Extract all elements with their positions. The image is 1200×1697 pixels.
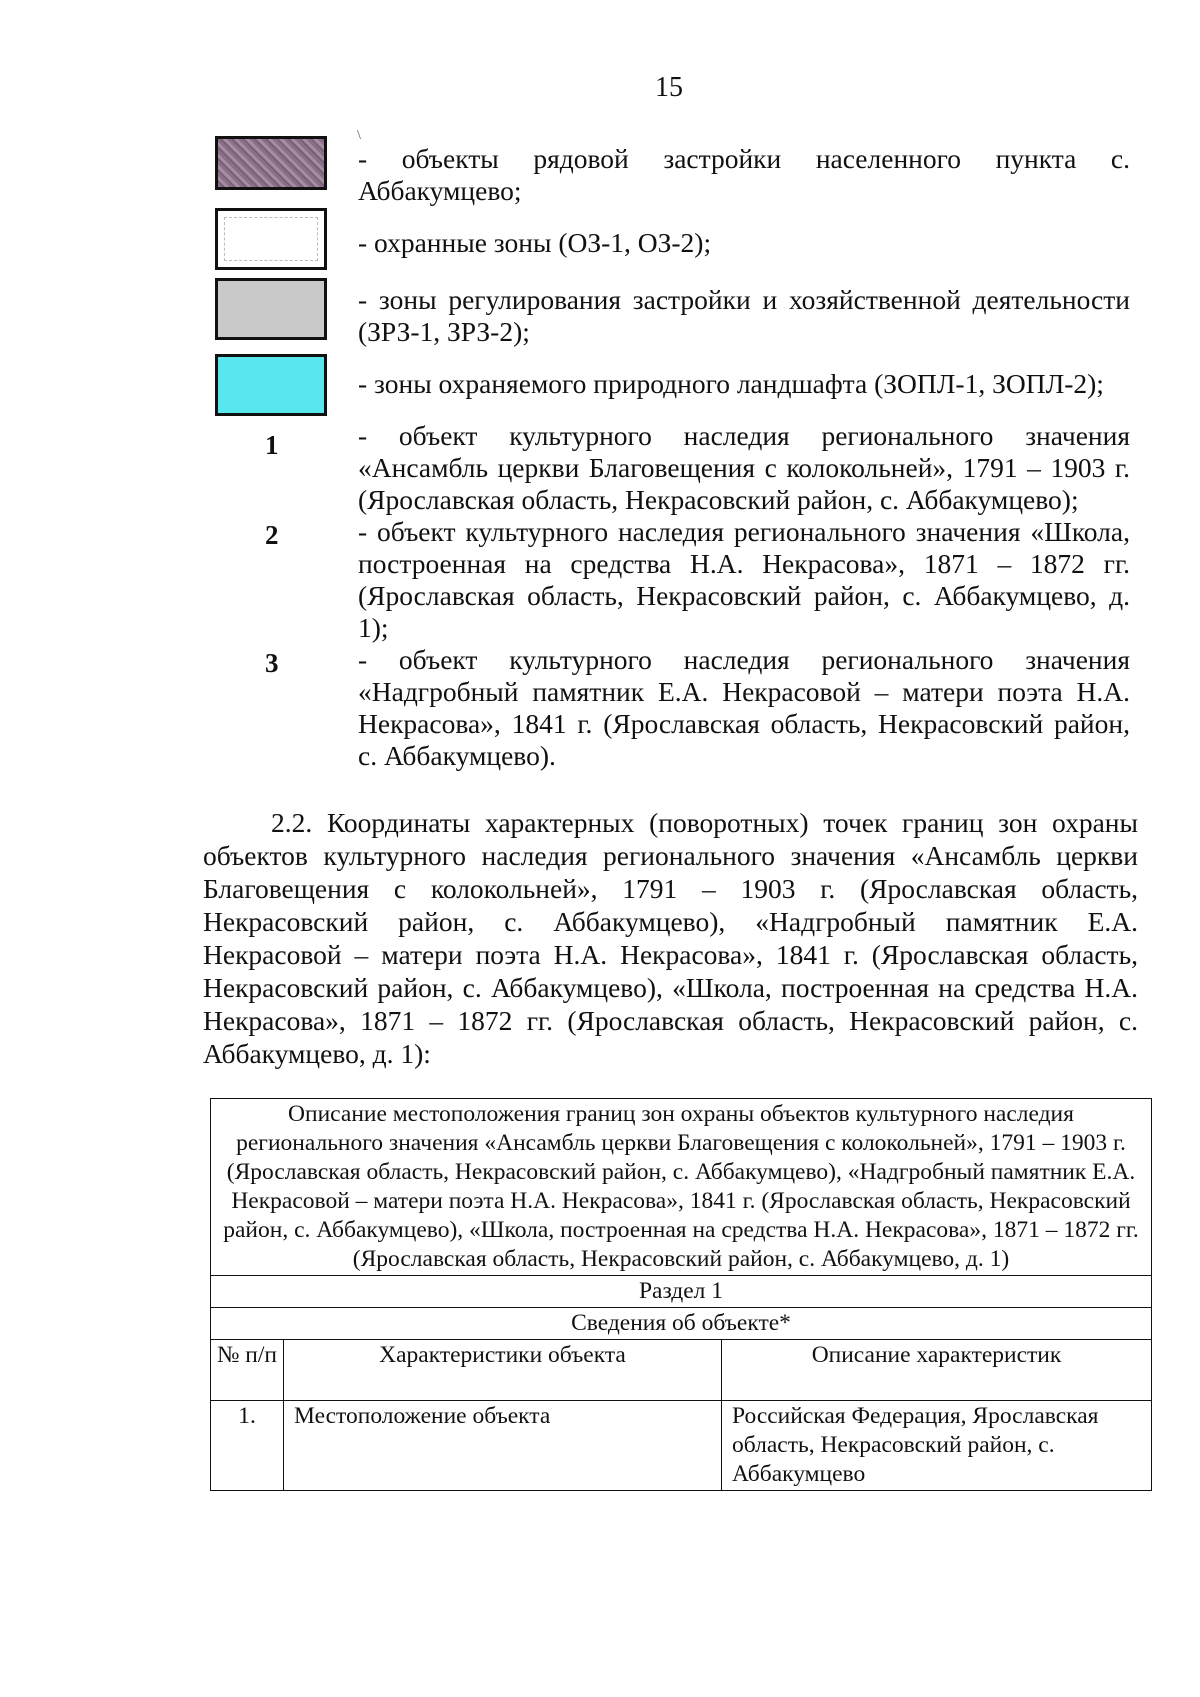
- legend-swatch-grey: [215, 278, 327, 340]
- column-header-number: № п/п: [211, 1340, 284, 1401]
- page-number: 15: [655, 72, 683, 103]
- object-number: 3: [265, 648, 279, 678]
- table-cell: Местоположение объекта: [284, 1401, 722, 1491]
- table-title: Описание местоположения границ зон охраны объектов культурного наследия регионального значения «Ансамбль церкви Благовещения с колокольней», 1791 – 1903 г. (Ярославская область, Некрасовский район, с. Аббакумцево), «Надгробный памятник Е.А. Некрасовой – матери поэта Н.А. Некрасова», 1841 г. (Ярославская область, Некрасовский район, с. Аббакумцево), «Школа, построенная на средства Н.А. Некрасова», 1871 – 1872 гг. (Ярославская область, Некрасовский район, с. Аббакумцево, д. 1): [211, 1099, 1152, 1276]
- object-text: - объект культурного наследия регионального значения «Ансамбль церкви Благовещения с колокольней», 1791 – 1903 г. (Ярославская область, Некрасовский район, с. Аббакумцево);: [358, 420, 1130, 515]
- table-section-row: [211, 1276, 1152, 1308]
- table-header-row: [211, 1340, 1152, 1401]
- boundary-description-table: [210, 1098, 1152, 1491]
- legend-swatch-white: [215, 208, 327, 270]
- legend-item-text: - зоны охраняемого природного ландшафта (ЗОПЛ-1, ЗОПЛ-2);: [358, 368, 1104, 399]
- table-title-row: [211, 1099, 1152, 1276]
- object-text: - объект культурного наследия регионального значения «Надгробный памятник Е.А. Некрасовой – матери поэта Н.А. Некрасова», 1841 г. (Ярославская область, Некрасовский район, с. Аббакумцево).: [358, 644, 1130, 771]
- legend-swatch-purple: [215, 136, 327, 190]
- table-subsection-row: [211, 1308, 1152, 1340]
- scan-mark: \: [357, 128, 361, 143]
- table-cell: Российская Федерация, Ярославская область, Некрасовский район, с. Аббакумцево: [722, 1401, 1152, 1491]
- legend-item-text: - объекты рядовой застройки населенного пункта с. Аббакумцево;: [358, 143, 1130, 206]
- object-text: - объект культурного наследия регионального значения «Школа, построенная на средства Н.А. Некрасова», 1871 – 1872 гг. (Ярославская область, Некрасовский район, с. Аббакумцево, д. 1);: [358, 516, 1130, 643]
- table-subsection: Сведения об объекте*: [211, 1308, 1152, 1340]
- table-section: Раздел 1: [211, 1276, 1152, 1308]
- table-cell: 1.: [211, 1401, 284, 1491]
- legend-item-text: - зоны регулирования застройки и хозяйственной деятельности (ЗРЗ-1, ЗРЗ-2);: [358, 284, 1130, 347]
- legend-item-text: - охранные зоны (ОЗ-1, ОЗ-2);: [358, 227, 712, 258]
- column-header-description: Описание характеристик: [722, 1340, 1152, 1401]
- object-number: 2: [265, 520, 279, 550]
- legend-swatch-cyan: [215, 354, 327, 416]
- column-header-characteristic: Характеристики объекта: [284, 1340, 722, 1401]
- paragraph-2-2: 2.2. Координаты характерных (поворотных) точек границ зон охраны объектов культурного наследия регионального значения «Ансамбль церкви Благовещения с колокольней», 1791 – 1903 г. (Ярославская область, Некрасовский район, с. Аббакумцево), «Надгробный памятник Е.А. Некрасовой – матери поэта Н.А. Некрасова», 1841 г. (Ярославская область, Некрасовский район, с. Аббакумцево), «Школа, построенная на средства Н.А. Некрасова», 1871 – 1872 гг. (Ярославская область, Некрасовский район, с. Аббакумцево, д. 1):: [203, 807, 1138, 1069]
- table-row: [211, 1401, 1152, 1491]
- object-number: 1: [265, 430, 279, 460]
